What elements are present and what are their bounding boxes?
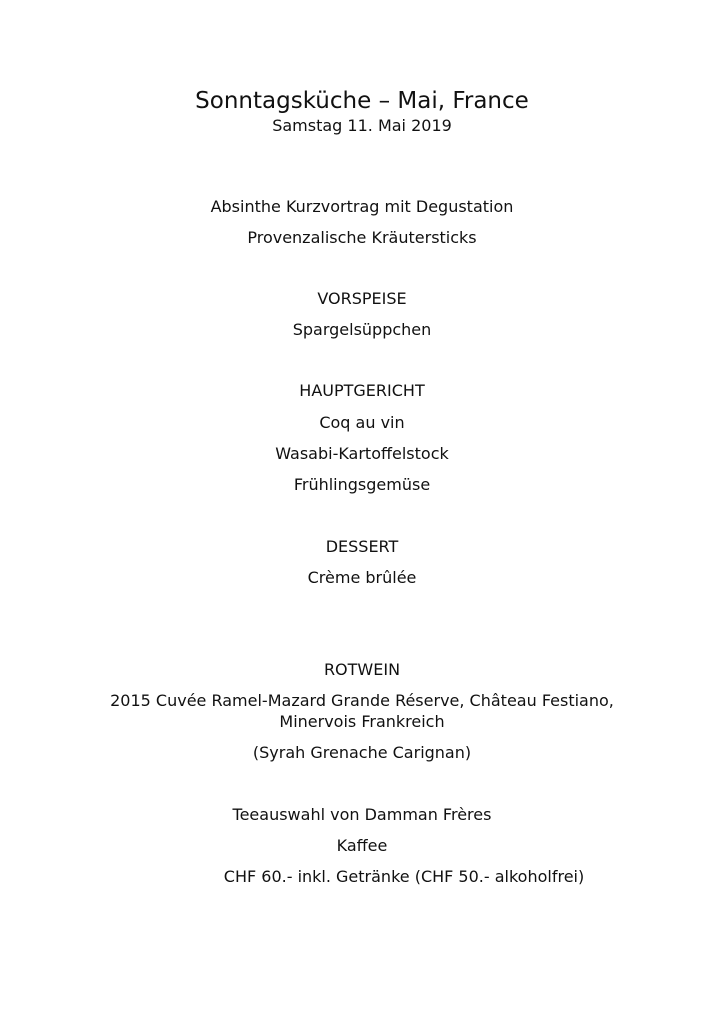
wine-name-line2: Minervois Frankreich [279,712,445,731]
section-heading-dessert: DESSERT [325,537,399,556]
section-heading-vorspeise: VORSPEISE [317,289,407,308]
tea-selection: Teeauswahl von Damman Frères [232,805,492,824]
dessert-item: Crème brûlée [307,568,417,587]
apero-item-kraeutersticks: Provenzalische Kräutersticks [247,228,477,247]
page-title: Sonntagsküche – Mai, France [195,88,529,114]
coffee-item: Kaffee [336,836,388,855]
hauptgericht-item-kartoffelstock: Wasabi-Kartoffelstock [275,444,449,463]
vorspeise-item: Spargelsüppchen [292,320,432,339]
event-date: Samstag 11. Mai 2019 [272,116,452,135]
section-heading-hauptgericht: HAUPTGERICHT [299,381,425,400]
wine-name-line1: 2015 Cuvée Ramel-Mazard Grande Réserve, Château Festiano, [110,691,614,710]
hauptgericht-item-coq-au-vin: Coq au vin [319,413,405,432]
price-info: CHF 60.- inkl. Getränke (CHF 50.- alkoholfrei) [223,867,585,886]
wine-grapes: (Syrah Grenache Carignan) [252,743,472,762]
section-heading-rotwein: ROTWEIN [323,660,401,679]
apero-item-absinthe: Absinthe Kurzvortrag mit Degustation [210,197,514,216]
hauptgericht-item-gemuese: Frühlingsgemüse [293,475,431,494]
